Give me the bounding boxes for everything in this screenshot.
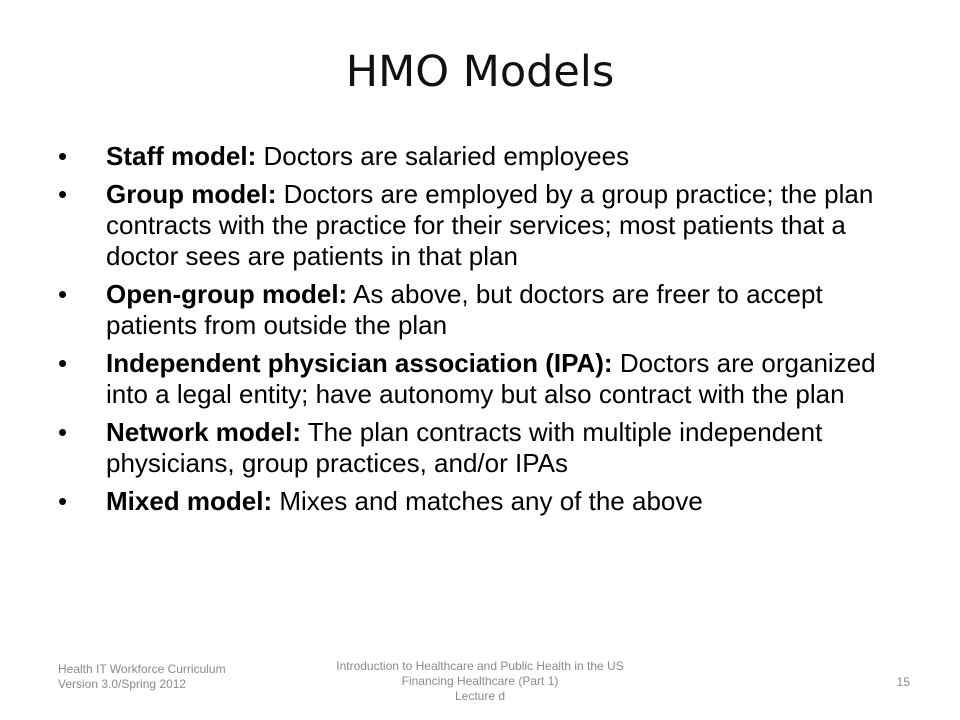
footer-unit-line: Financing Healthcare (Part 1) [401, 674, 559, 688]
bullet-list [58, 141, 898, 524]
bullet-text: Doctors are organized into a legal entity; have autonomy but also contract with the plan [106, 348, 876, 409]
bullet-item [58, 417, 898, 479]
bullet-item [58, 348, 898, 410]
footer-curriculum [58, 662, 298, 692]
page-number: 15 [896, 675, 910, 689]
bullet-item [58, 279, 898, 341]
bullet-dot-icon: • [58, 141, 68, 171]
bullet-dot-icon: • [58, 179, 68, 209]
bullet-term: Independent physician association (IPA): [106, 348, 613, 378]
footer-version-line: Version 3.0/Spring 2012 [58, 677, 187, 691]
bullet-item [58, 179, 898, 272]
bullet-dot-icon: • [58, 279, 68, 309]
bullet-term: Mixed model: [106, 486, 273, 516]
bullet-text: The plan contracts with multiple independent physicians, group practices, and/or IPAs [106, 417, 823, 478]
bullet-text: Doctors are employed by a group practice; the plan contracts with the practice for their services; most patients that a doctor sees are patients in that plan [106, 179, 874, 271]
bullet-item [58, 486, 898, 517]
bullet-term: Staff model: [106, 141, 257, 171]
bullet-text: Doctors are salaried employees [256, 141, 630, 171]
footer-lecture-line: Lecture d [454, 689, 506, 703]
slide-title: HMO Models [345, 47, 615, 97]
bullet-dot-icon: • [58, 348, 68, 378]
bullet-dot-icon: • [58, 486, 68, 516]
bullet-text: Mixes and matches any of the above [272, 486, 703, 516]
footer-course-info [300, 659, 660, 704]
bullet-dot-icon: • [58, 417, 68, 447]
bullet-term: Open-group model: [106, 279, 348, 309]
bullet-term: Group model: [106, 179, 277, 209]
bullet-term: Network model: [106, 417, 302, 447]
footer-curriculum-line: Health IT Workforce Curriculum [58, 662, 226, 676]
bullet-text: As above, but doctors are freer to accept patients from outside the plan [106, 279, 823, 340]
bullet-item [58, 141, 898, 172]
footer-course-line: Introduction to Healthcare and Public Health in the US [336, 659, 624, 673]
